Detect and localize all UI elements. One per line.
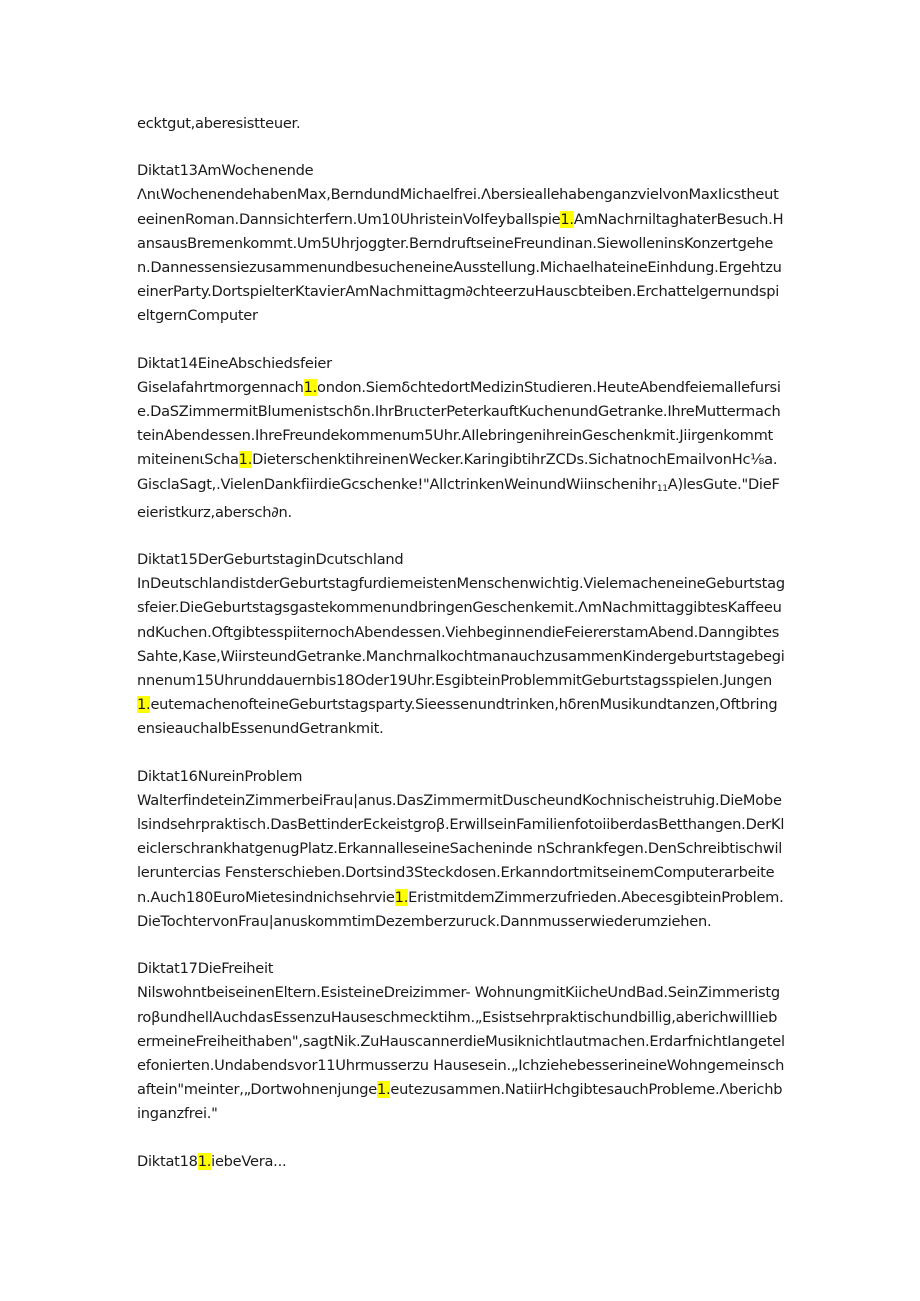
section-title: Diktat14EineAbschiedsfeier: [137, 354, 332, 372]
diktat-sections: [137, 159, 785, 1126]
diktat-section: [137, 957, 785, 1126]
diktat-section: [137, 352, 785, 525]
section-title: Diktat16NureinProblem: [137, 767, 303, 785]
highlight-mark: 1.: [238, 451, 253, 469]
paragraph-text: EristmitdemZimmerzufrieden.AbecesgibteinProblem.DieTochtervonFrau|anuskommtimDezemberzuruck.Dannmusserwiederumziehen.: [137, 888, 784, 930]
paragraph-text: ondon.SiemδchtedortMedizinStudieren.HeuteAbendfeiemallefursie.DaSZimmermitBlumenistschδn.IhrBrιιcterPeterkauftKuchenundGetranke.IhreMuttermachteinAbendessen.IhreFreundekommenum5Uhr.AIlebringenihreinGeschenkmit.JiirgenkommtmiteinenιScha: [137, 378, 781, 469]
paragraph-text: eutemachenofteineGeburtstagsparty.Sieessenundtrinken,hδrenMusikundtanzen,OftbringensieauchalbEssenundGetrankmit.: [137, 696, 778, 738]
closing-heading: [137, 1150, 785, 1174]
section-title: Diktat13AmWochenende: [137, 162, 314, 180]
section-paragraph: [137, 376, 785, 525]
section-paragraph: [137, 789, 785, 934]
diktat-section: [137, 765, 785, 934]
highlight-mark: 1.: [394, 888, 409, 906]
paragraph-text: A)lesGute."DieFeieristkurz,abersch∂n.: [137, 475, 780, 521]
highlight-mark: 1.: [137, 696, 151, 714]
section-title: Diktat15DerGeburtstaginDcutschland: [137, 551, 404, 569]
paragraph-text: Giselafahrtmorgennach: [137, 378, 304, 396]
diktat-section: [137, 548, 785, 742]
paragraph-text: ΛnιWochenendehabenMax,BerndundMichaelfrei.ΛbersieallehabenganzvielvonMaxIicstheuteeinenRoman.Dannsichterfern.Um10UhristeinVoIfeyballspie: [137, 186, 779, 228]
paragraph-text: DieterschenktihreinenWecker.KaringibtihrZCDs.SichatnochEmailvonHc⅛a.GisclaSagt,.VielenDankfiirdieGcschenke!"AllctrinkenWeinundWiinschenihr: [137, 451, 778, 493]
highlight-mark: 1.: [303, 378, 318, 396]
paragraph-text: eutezusammen.NatiirHchgibtesauchProbleme.Λberichbinganzfrei.": [137, 1081, 783, 1123]
paragraph-text: WalterfindeteinZimmerbeiFrau|anus.DasZimmermitDuscheundKochnischeistruhig.DieMobelsindsehrpraktisch.DasBettinderEckeistgroβ.ErwillseinFamilienfotoiiberdasBetthangen.DerKleiclerschrankhatgenugPlatz.ErkannalleseineSacheninde nSchrankfegen.DenSchreibtischwilleruntercias Fensterschieben.Dortsind3Steckdosen.ErkanndortmitseinemComputerarbeiten.Auch180EuroMietesindnichsehrvie: [137, 791, 785, 906]
subscript-text: 11: [656, 483, 668, 494]
paragraph-text: InDeutschlandistderGeburtstagfurdiemeistenMenschenwichtig.VielemacheneineGeburtstagsfeier.DieGeburtstagsgastekommenundbringenGeschenkemit.ΛmNachmittaggibtesKaffeeundKuchen.OftgibtesspiiternochAbendessen.ViehbeginnendieFeiererstamAbend.DanngibtesSahte,Kase,WiirsteundGetranke.ManchrnalkochtmanauchzusammenKindergeburtstagebeginnenum15Uhrunddauernbis18Oder19Uhr.EsgibteinProblemmitGeburtstagsspielen.Jungen: [137, 575, 785, 690]
highlight-mark: 1.: [197, 1152, 212, 1170]
paragraph-text: AmNachrniltaghaterBesuch.HansausBremenkommt.Um5Uhrjoggter.BerndruftseineFreundinan.SiewolleninsKonzertgehen.DannessensiezusammenundbesucheneineAusstellung.MichaelhateineEinhdung.ErgehtzueinerParty.DortspielterKtavierAmNachmittagm∂chteerzuHauscbteiben.ErchattelgernundspieltgernComputer: [137, 210, 784, 325]
closing-prefix: Diktat18: [137, 1152, 198, 1170]
document-body: [137, 112, 785, 1174]
closing-suffix: iebeVera...: [211, 1152, 287, 1170]
section-paragraph: [137, 572, 785, 741]
highlight-mark: 1.: [376, 1081, 391, 1099]
highlight-mark: 1.: [560, 210, 574, 228]
section-paragraph: [137, 183, 785, 328]
intro-text: ecktgut,aberesistteuer.: [137, 115, 301, 132]
section-paragraph: [137, 981, 785, 1126]
section-title: Diktat17DieFreiheit: [137, 960, 274, 978]
paragraph-text: NilswohntbeiseinenEltern.EsisteineDreizimmer- WohnungmitKiicheUndBad.SeinZimmeristgroβundhellAuchdasEssenzuHauseschmecktihm.„Esistsehrpraktischundbillig,aberichwillIiebermeineFreiheithaben",sagtNik.ZuHauscannerdieMusiknichtlautmachen.ErdarfnichtIangetelefonierten.Undabendsvor11Uhrmusserzu Hausesein.„IchziehebesserineineWohngemeinschaftein"meinter,„Dortwohnenjunge: [137, 984, 785, 1099]
diktat-section: [137, 159, 785, 328]
